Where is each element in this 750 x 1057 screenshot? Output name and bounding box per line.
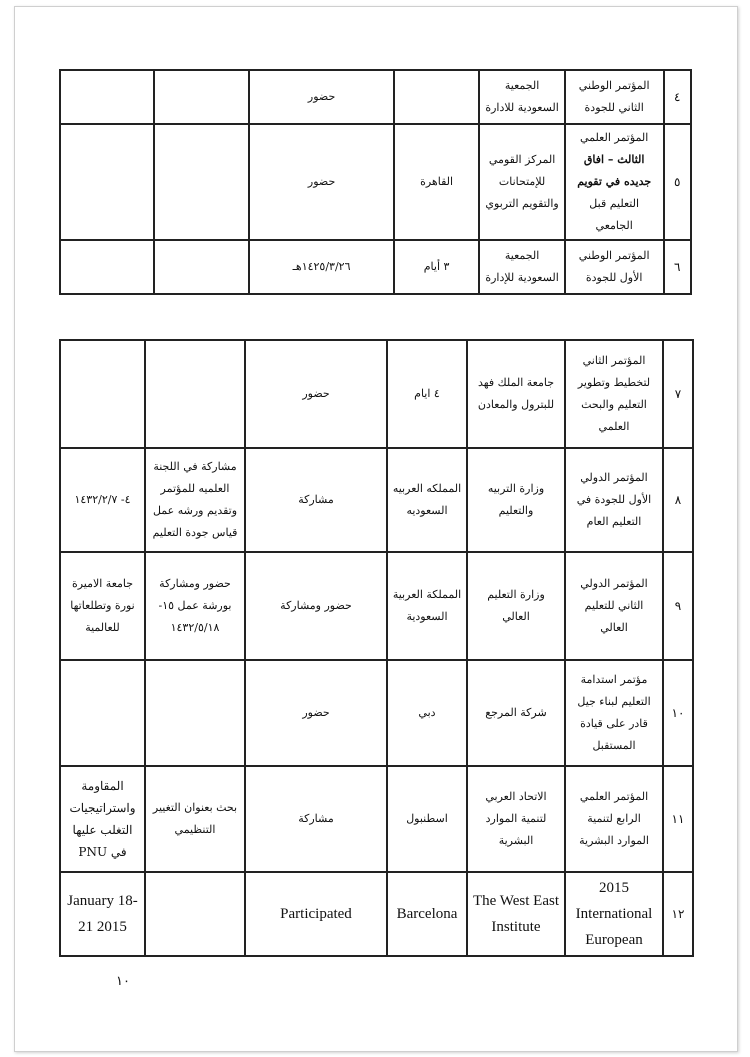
organizer: وزارة التعليم العالي	[467, 552, 565, 660]
organizer: The West East Institute	[467, 872, 565, 956]
role	[154, 240, 250, 294]
row-number: ٤	[664, 70, 691, 124]
conference-name	[565, 124, 664, 240]
place: Barcelona	[387, 872, 467, 956]
conferences-table-1	[59, 69, 692, 295]
page-number: ١٠	[116, 974, 130, 989]
table-row	[60, 124, 691, 240]
conference-name: 2015 International European	[565, 872, 663, 956]
place: المملكه العربيه السعوديه	[387, 448, 467, 552]
organizer: المركز القومي للإمتحانات والتقويم التربوي	[479, 124, 564, 240]
role	[145, 340, 245, 448]
row-number: ٧	[663, 340, 693, 448]
place: القاهرة	[394, 124, 479, 240]
place: دبي	[387, 660, 467, 766]
table-row	[60, 340, 693, 448]
conference-name: مؤتمر استدامة التعليم لبناء جيل قادر على قيادة المستقبل	[565, 660, 663, 766]
row-number: ٩	[663, 552, 693, 660]
participation-type: حضور ومشاركة	[245, 552, 387, 660]
table-row	[60, 766, 693, 872]
table-row	[60, 552, 693, 660]
row-number: ١٢	[663, 872, 693, 956]
place: ٣ أيام	[394, 240, 479, 294]
participation-type: حضور	[249, 70, 394, 124]
conference-name-line: التعليم قبل الجامعي	[589, 197, 640, 232]
organizer: شركة المرجع	[467, 660, 565, 766]
table-row	[60, 660, 693, 766]
participation-type: ١٤٢٥/٣/٢٦هـ	[249, 240, 394, 294]
row-number: ٥	[664, 124, 691, 240]
place: ٤ ايام	[387, 340, 467, 448]
document-page	[14, 6, 738, 1052]
table-row	[60, 448, 693, 552]
organizer: الاتحاد العربي لتنمية الموارد البشرية	[467, 766, 565, 872]
conference-name: المؤتمر الوطني الثاني للجودة	[565, 70, 664, 124]
conference-name: المؤتمر الدولي الثاني للتعليم العالي	[565, 552, 663, 660]
role	[145, 872, 245, 956]
row-number: ٨	[663, 448, 693, 552]
role: حضور ومشاركة بورشة عمل ١٥- ١٤٣٢/٥/١٨	[145, 552, 245, 660]
notes: ٤- ١٤٣٢/٢/٧	[60, 448, 145, 552]
notes: المقاومة واستراتيجيات التغلب عليها في PNU	[60, 766, 145, 872]
table-row	[60, 872, 693, 956]
participation-type: مشاركة	[245, 448, 387, 552]
row-number: ١٠	[663, 660, 693, 766]
role: مشاركة في اللجنة العلميه للمؤتمر وتقديم ورشه عمل قياس جودة التعليم	[145, 448, 245, 552]
notes: جامعة الاميرة نورة وتطلعاتها للعالمية	[60, 552, 145, 660]
organizer: جامعة الملك فهد للبترول والمعادن	[467, 340, 565, 448]
notes	[60, 124, 154, 240]
participation-type: حضور	[249, 124, 394, 240]
notes: January 18- 21 2015	[60, 872, 145, 956]
participation-type: مشاركة	[245, 766, 387, 872]
place: اسطنبول	[387, 766, 467, 872]
organizer: الجمعية السعودية للإدارة	[479, 240, 564, 294]
role	[145, 660, 245, 766]
conferences-table-2	[59, 339, 694, 957]
participation-type: حضور	[245, 340, 387, 448]
notes	[60, 340, 145, 448]
conference-name: المؤتمر العلمي الرابع لتنمية الموارد البشرية	[565, 766, 663, 872]
participation-type: حضور	[245, 660, 387, 766]
notes	[60, 70, 154, 124]
row-number: ١١	[663, 766, 693, 872]
place	[394, 70, 479, 124]
conference-name: المؤتمر الدولي الأول للجودة في التعليم العام	[565, 448, 663, 552]
role: بحث بعنوان التغيير التنظيمي	[145, 766, 245, 872]
conference-name: المؤتمر الوطني الأول للجودة	[565, 240, 664, 294]
table-row	[60, 240, 691, 294]
table-row	[60, 70, 691, 124]
role	[154, 70, 250, 124]
conference-name-bold: الثالث – افاق جديده في تقويم	[577, 153, 652, 188]
notes	[60, 240, 154, 294]
notes	[60, 660, 145, 766]
conference-name: المؤتمر الثاني لتخطيط وتطوير التعليم والبحث العلمي	[565, 340, 663, 448]
organizer: الجمعية السعودية للادارة	[479, 70, 564, 124]
role	[154, 124, 250, 240]
organizer: وزارة التربيه والتعليم	[467, 448, 565, 552]
row-number: ٦	[664, 240, 691, 294]
place: المملكة العربية السعودية	[387, 552, 467, 660]
participation-type: Participated	[245, 872, 387, 956]
conference-name-line: المؤتمر العلمي	[580, 131, 649, 144]
